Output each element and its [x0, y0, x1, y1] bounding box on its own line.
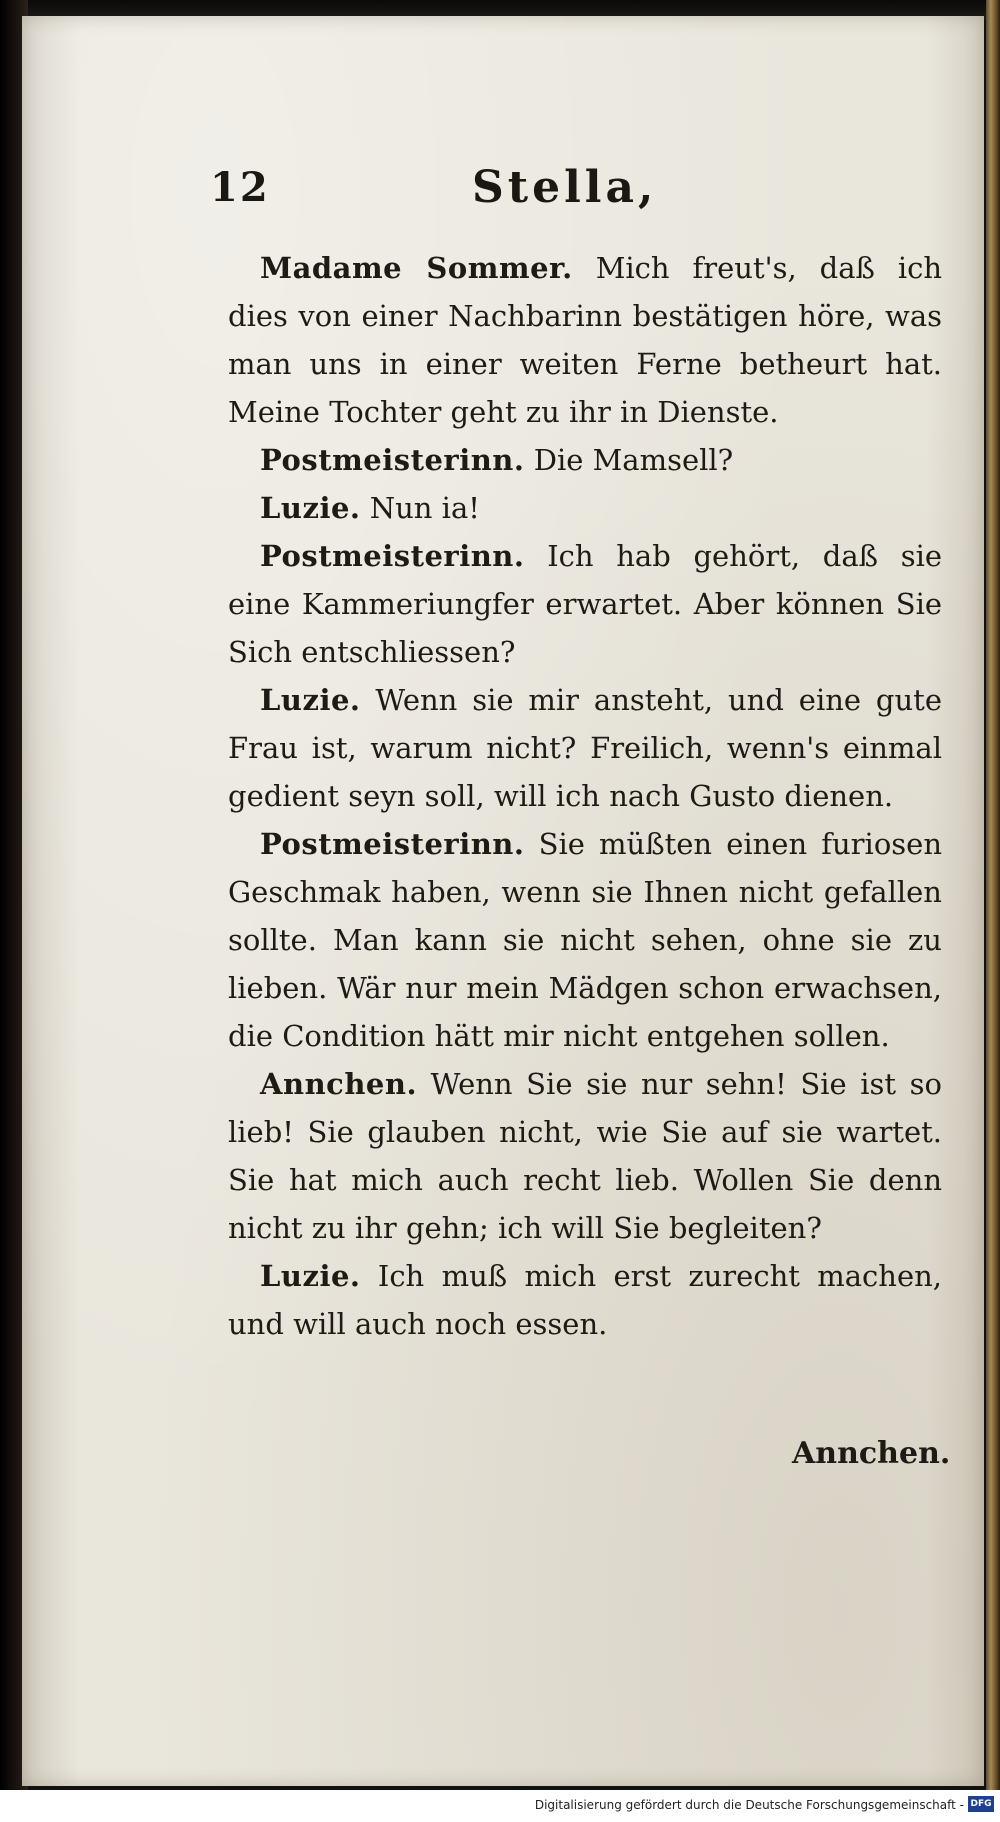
- body-text: [228, 244, 942, 1348]
- dfg-logo: DFG: [968, 1796, 994, 1812]
- page-number: 12: [210, 164, 270, 211]
- digitization-credit: Digitalisierung gefördert durch die Deutsche Forschungsgemeinschaft -: [534, 1798, 964, 1812]
- book-page: [22, 16, 984, 1786]
- speech-paragraph: [228, 676, 942, 820]
- speech-paragraph: [228, 484, 942, 532]
- speaker-name: Madame Sommer.: [260, 251, 573, 285]
- speaker-name: Postmeisterinn.: [260, 827, 525, 861]
- speech-text: Wenn sie mir ansteht, und eine gute Frau ist, warum nicht? Freilich, wenn's einmal gedient seyn soll, will ich nach Gusto dienen.: [228, 683, 942, 813]
- speech-paragraph: [228, 1060, 942, 1252]
- catchword: Annchen.: [792, 1436, 951, 1471]
- speech-text: Wenn Sie sie nur sehn! Sie ist so lieb! Sie glauben nicht, wie Sie auf sie wartet. Sie hat mich auch recht lieb. Wollen Sie denn nicht zu ihr gehn; ich will Sie begleiten?: [228, 1067, 943, 1245]
- speech-paragraph: [228, 436, 942, 484]
- digitization-footer: [0, 1790, 1000, 1822]
- speech-paragraph: [228, 244, 942, 436]
- book-fore-edge: [986, 0, 1000, 1790]
- speech-text: Mich freut's, daß ich dies von einer Nachbarinn bestätigen höre, was man uns in einer weiten Ferne betheurt hat. Meine Tochter geht zu ihr in Dienste.: [228, 251, 943, 429]
- speech-text: Sie müßten einen furiosen Geschmak haben, wenn sie Ihnen nicht gefallen sollte. Man kann sie nicht sehen, ohne sie zu lieben. Wär nur mein Mädgen schon erwachsen, die Condition hätt mir nicht entgehen sollen.: [228, 827, 942, 1053]
- running-title: Stella,: [472, 162, 658, 213]
- speech-paragraph: [228, 820, 942, 1060]
- speaker-name: Postmeisterinn.: [260, 539, 525, 573]
- speaker-name: Luzie.: [260, 1259, 361, 1293]
- speech-text: Die Mamsell?: [533, 443, 734, 477]
- speech-text: Ich muß mich erst zurecht machen, und will auch noch essen.: [228, 1259, 943, 1341]
- speaker-name: Luzie.: [260, 491, 361, 525]
- page-header: [22, 164, 984, 224]
- speech-paragraph: [228, 1252, 942, 1348]
- speaker-name: Annchen.: [260, 1067, 418, 1101]
- speaker-name: Postmeisterinn.: [260, 443, 525, 477]
- speech-text: Nun ia!: [369, 491, 480, 525]
- speech-paragraph: [228, 532, 942, 676]
- speech-text: Ich hab gehört, daß sie eine Kammeriungfer erwartet. Aber können Sie Sich entschliessen?: [228, 539, 943, 669]
- speaker-name: Luzie.: [260, 683, 361, 717]
